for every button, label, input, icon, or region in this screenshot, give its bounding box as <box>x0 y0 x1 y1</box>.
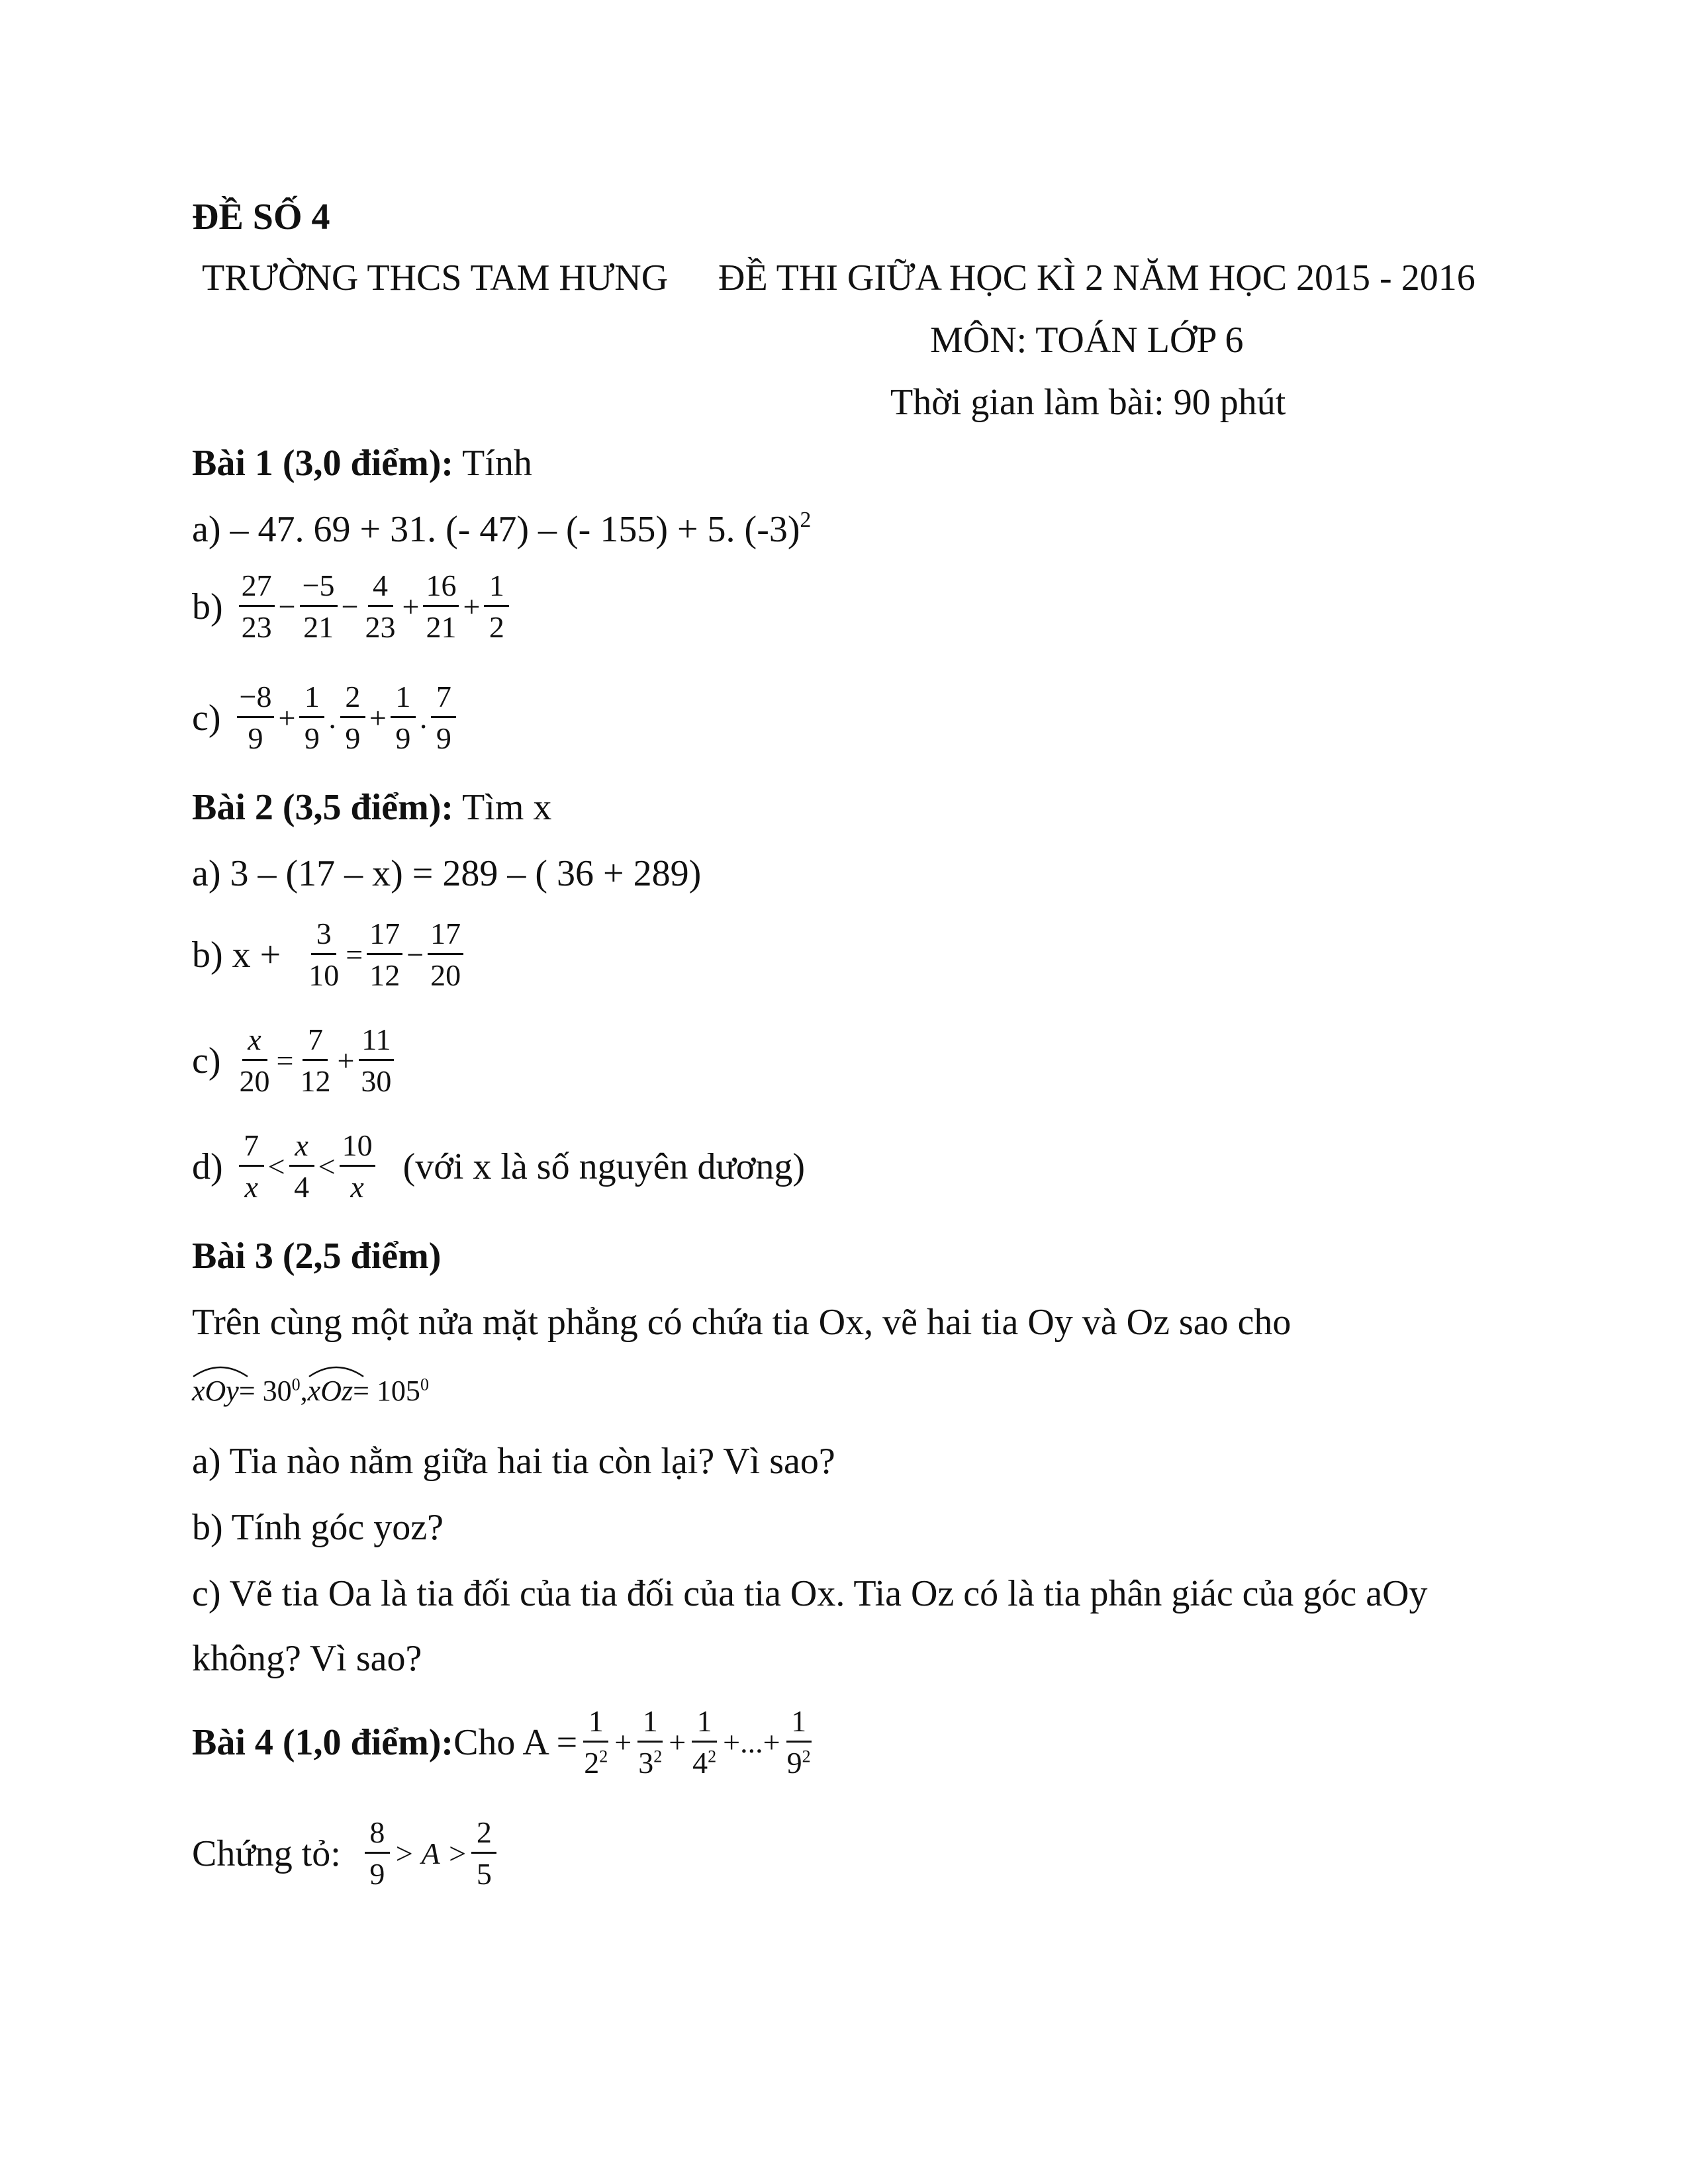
operator: − <box>341 590 359 623</box>
numerator: 1 <box>299 682 324 718</box>
fraction <box>363 570 399 643</box>
bai1-b <box>192 570 510 643</box>
numerator: 27 <box>239 570 275 607</box>
numerator: x <box>289 1130 314 1167</box>
angle-xoy-label: xOy <box>192 1375 239 1407</box>
denominator: 9 <box>395 721 411 755</box>
operator: + <box>369 701 387 735</box>
exponent: 2 <box>653 1747 663 1766</box>
fraction <box>237 1024 273 1097</box>
numerator: 8 <box>365 1817 390 1854</box>
numerator: 2 <box>471 1817 496 1854</box>
denominator: 23 <box>241 610 272 644</box>
operator: + <box>337 1044 355 1077</box>
numerator: 1 <box>637 1706 663 1743</box>
fraction <box>690 1706 719 1778</box>
numerator: 2 <box>340 682 365 718</box>
angle-xoz-value: = 105 <box>353 1375 420 1407</box>
angle-xoz <box>308 1377 353 1406</box>
fraction <box>431 682 456 754</box>
bai1-b-label: b) <box>192 586 223 627</box>
bai2-a: a) 3 – (17 – x) = 289 – ( 36 + 289) <box>192 853 702 894</box>
numerator: 3 <box>311 919 336 955</box>
operator: + <box>669 1725 686 1759</box>
arc-hat-icon <box>308 1362 365 1378</box>
bai2-heading: Bài 2 (3,5 điểm): <box>192 787 454 828</box>
bai2-b-label: b) x + <box>192 934 281 976</box>
operator: < <box>318 1150 336 1183</box>
exponent: 2 <box>802 1747 811 1766</box>
denominator <box>635 1743 665 1778</box>
fraction <box>428 919 463 991</box>
bai3-a: a) Tia nào nằm giữa hai tia còn lại? Vì sao? <box>192 1441 835 1482</box>
operator: . <box>328 701 336 735</box>
operator: − <box>278 590 296 623</box>
exam-number: ĐỀ SỐ 4 <box>192 197 330 238</box>
fraction <box>239 570 275 643</box>
denominator <box>581 1743 610 1778</box>
operator: = <box>346 938 363 972</box>
denominator <box>784 1743 814 1778</box>
operator: + <box>278 701 296 735</box>
operator: . <box>419 701 428 735</box>
base: 9 <box>786 1746 802 1780</box>
bai3-b: b) Tính góc yoz? <box>192 1507 444 1548</box>
denominator: 12 <box>369 958 400 992</box>
fraction <box>367 919 402 991</box>
operator: + <box>614 1725 632 1759</box>
fraction <box>423 570 459 643</box>
numerator: −5 <box>300 570 338 607</box>
bai4-line <box>192 1706 815 1778</box>
denominator: 12 <box>300 1064 331 1098</box>
fraction <box>484 570 509 643</box>
denominator: 5 <box>476 1857 492 1891</box>
fraction <box>471 1817 496 1889</box>
time-line: Thời gian làm bài: 90 phút <box>890 382 1286 423</box>
bai3-heading: Bài 3 (2,5 điểm) <box>192 1236 442 1277</box>
numerator: 11 <box>359 1024 393 1061</box>
base: 4 <box>692 1746 708 1780</box>
fraction <box>635 1706 665 1778</box>
bai4-task: Cho A = <box>453 1721 578 1763</box>
denominator: x <box>244 1170 258 1204</box>
denominator: 21 <box>426 610 457 644</box>
operator: +...+ <box>723 1725 780 1759</box>
fraction <box>239 1130 264 1203</box>
numerator: 7 <box>303 1024 328 1061</box>
bai1-a <box>192 508 812 550</box>
bai2-d-note: (với x là số nguyên dương) <box>402 1146 806 1187</box>
fraction <box>300 570 338 643</box>
denominator: 2 <box>489 610 504 644</box>
prove-label: Chứng tỏ: <box>192 1833 341 1874</box>
fraction <box>581 1706 610 1778</box>
denominator: 9 <box>436 721 451 755</box>
numerator: 1 <box>583 1706 608 1743</box>
bai1-a-text: a) – 47. 69 + 31. (- 47) – (- 155) + 5. (-3) <box>192 509 800 550</box>
fraction <box>297 1024 333 1097</box>
bai1-a-exponent: 2 <box>800 508 812 533</box>
separator: , <box>300 1375 308 1407</box>
operator: + <box>402 590 420 623</box>
bai1-heading: Bài 1 (3,0 điểm): <box>192 443 454 484</box>
school-name: TRƯỜNG THCS TAM HƯNG <box>202 257 669 298</box>
fraction <box>391 682 416 754</box>
denominator: 30 <box>361 1064 392 1098</box>
fraction <box>299 682 324 754</box>
bai3-intro: Trên cùng một nửa mặt phẳng có chứa tia Ox, vẽ hai tia Oy và Oz sao cho <box>192 1302 1291 1343</box>
denominator: 20 <box>239 1064 270 1098</box>
bai4-heading: Bài 4 (1,0 điểm): <box>192 1721 454 1763</box>
fraction <box>289 1130 314 1203</box>
base: 2 <box>584 1746 600 1780</box>
angle-xoy <box>192 1377 239 1406</box>
denominator <box>690 1743 719 1778</box>
denominator: 21 <box>303 610 334 644</box>
fraction <box>358 1024 394 1097</box>
operator: − <box>406 938 424 972</box>
bai3-c-line2: không? Vì sao? <box>192 1638 422 1679</box>
denominator: 4 <box>294 1170 310 1204</box>
numerator: 7 <box>431 682 456 718</box>
denominator: 9 <box>304 721 320 755</box>
bai2-b <box>192 919 465 991</box>
inequality: > A > <box>393 1837 468 1870</box>
bai2-d-label: d) <box>192 1146 223 1187</box>
bai2-heading-line <box>192 789 551 826</box>
denominator: 23 <box>365 610 396 644</box>
numerator: 17 <box>428 919 463 955</box>
numerator: 4 <box>368 570 393 607</box>
denominator: 9 <box>248 721 263 755</box>
numerator: 10 <box>340 1130 375 1167</box>
numerator: 1 <box>692 1706 717 1743</box>
bai2-d <box>192 1130 805 1203</box>
subject-line: MÔN: TOÁN LỚP 6 <box>930 320 1244 361</box>
denominator: 10 <box>308 958 340 992</box>
denominator: 20 <box>430 958 461 992</box>
denominator: 9 <box>369 1857 385 1891</box>
fraction <box>340 1130 375 1203</box>
operator: < <box>267 1150 285 1183</box>
arc-hat-icon <box>192 1362 249 1378</box>
fraction <box>340 682 365 754</box>
exponent: 2 <box>708 1747 717 1766</box>
numerator: 16 <box>423 570 459 607</box>
bai2-task: Tìm x <box>453 787 552 828</box>
exam-title: ĐỀ THI GIỮA HỌC KÌ 2 NĂM HỌC 2015 - 2016 <box>718 257 1476 298</box>
bai3-c-line1: c) Vẽ tia Oa là tia đối của tia đối của tia Ox. Tia Oz có là tia phân giác của góc aOy <box>192 1573 1428 1614</box>
angle-xoy-value: = 30 <box>238 1375 292 1407</box>
denominator: 9 <box>345 721 361 755</box>
bai4-prove <box>192 1817 498 1889</box>
fraction <box>784 1706 814 1778</box>
bai1-c <box>192 682 457 754</box>
bai3-angles <box>192 1377 429 1406</box>
base: 3 <box>638 1746 654 1780</box>
bai1-heading-line <box>192 445 532 482</box>
numerator: 1 <box>786 1706 812 1743</box>
numerator: 1 <box>391 682 416 718</box>
bai2-c-label: c) <box>192 1040 221 1081</box>
bai2-c <box>192 1024 395 1097</box>
exponent: 2 <box>599 1747 608 1766</box>
numerator: 1 <box>484 570 509 607</box>
degree-mark: 0 <box>420 1375 429 1394</box>
operator: + <box>463 590 481 623</box>
degree-mark: 0 <box>291 1375 301 1394</box>
operator: = <box>276 1044 294 1077</box>
angle-xoz-label: xOz <box>307 1375 353 1407</box>
numerator: 17 <box>367 919 402 955</box>
numerator: 7 <box>239 1130 264 1167</box>
numerator: −8 <box>237 682 275 718</box>
denominator: x <box>350 1170 364 1204</box>
fraction <box>365 1817 390 1889</box>
fraction <box>306 919 342 991</box>
bai1-task: Tính <box>453 443 532 484</box>
numerator: x <box>242 1024 267 1061</box>
bai1-c-label: c) <box>192 697 221 739</box>
fraction <box>237 682 275 754</box>
